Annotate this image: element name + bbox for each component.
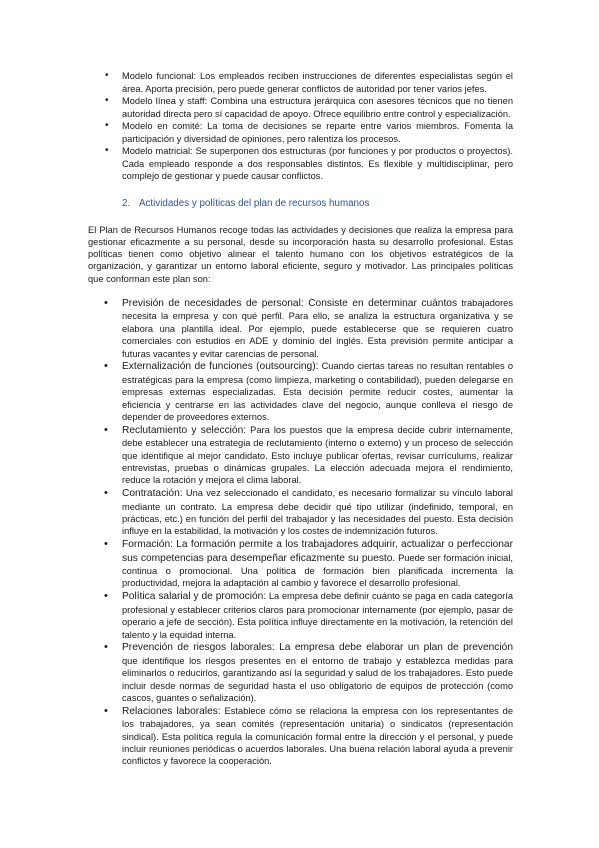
policy-lead: Formación: La formación permite a los trabajadores adquirir, actualizar o perfeccionar sus competencias para desempeñar eficazmente su puesto. [122,539,513,564]
intro-paragraph: El Plan de Recursos Humanos recoge todas las actividades y decisiones que realiza la empresa para gestionar eficazmente a su personal, desde su incorporación hasta su desarrollo profesional. Estas políticas tienen como objetivo alinear el talento humano con los objetivos estratégicos de la organización, y garantizar un entorno laboral eficiente, seguro y motivador. Las principales políticas que conforman este plan son: [88,224,513,284]
policies-list [88,297,513,768]
policy-lead: Política salarial y de promoción: [122,591,267,603]
policy-text: Para los puestos que la empresa decide cubrir internamente, debe establecer una estrategia de reclutamiento (interno o externo) y un proceso de selección que identifique al mejor candidato. Esto incluye publicar ofertas, revisar currículums, realizar entrevistas, pruebas o dinámicas grupales. La elección adecuada mejora el rendimiento, reduce la rotación y mejora el clima laboral. [122,424,513,486]
policy-lead: Prevención de riesgos laborales: La empresa debe elaborar un plan de prevención [122,642,513,654]
section-heading [122,197,513,210]
list-item [122,590,513,641]
section-number: 2. [122,197,131,209]
list-item [122,297,513,360]
policy-lead: Reclutamiento y selección: [122,424,247,436]
policy-text: La empresa debe definir cuánto se paga en cada categoría profesional y establecer criterios claros para promocionar internamente (por ejemplo, pasar de operario a jefe de sección). Esta política influye directamente en la motivación, la retención del talento y la equidad interna. [122,591,513,640]
list-item: • Modelo matricial: Se superponen dos estructuras (por funciones y por productos o proyectos). Cada empleado responde a dos responsables distintos. Es flexible y multidisciplinar, pero complejo de gestionar y puede causar conflictos. [122,145,513,183]
list-item [122,641,513,704]
policy-lead: Contratación: [122,488,183,500]
policy-lead: Externalización de funciones (outsourcing): [122,361,319,373]
org-models-list [88,70,513,183]
policy-text: Cuando ciertas tareas no resultan rentables o estratégicas para la empresa (como limpieza, marketing o contabilidad), pueden delegarse en empresas externas especializadas. Esta decisión permite reducir costes, aumentar la eficiencia y centrarse en las actividades clave del negocio, aunque conlleva el riesgo de depender de proveedores externos. [122,361,513,423]
list-item: • Modelo funcional: Los empleados reciben instrucciones de diferentes especialistas según el área. Aporta precisión, pero puede generar conflictos de autoridad por tener varios jefes. [122,70,513,95]
list-item: • Modelo línea y staff: Combina una estructura jerárquica con asesores técnicos que no tienen autoridad directa pero sí capacidad de apoyo. Ofrece equilibrio entre control y especialización. [122,95,513,120]
policy-text: que identifique los riesgos presentes en el entorno de trabajo y establezca medidas para eliminarlos o reducirlos, garantizando así la seguridad y salud de los trabajadores. Esto puede incluir desde normas de seguridad hasta el uso obligatorio de equipos de protección (como cascos, guantes o señalización). [122,655,513,703]
list-item [122,705,513,768]
policy-text: Una vez seleccionado el candidato, es necesario formalizar su vínculo laboral mediante un contrato. La empresa debe decidir qué tipo utilizar (indefinido, temporal, en prácticas, etc.) en función del perfil del trabajador y las necesidades del puesto. Esta decisión influye en la estabilidad, la motivación y los costes de indemnización futuros. [122,488,513,537]
section-title: Actividades y políticas del plan de recursos humanos [139,197,370,209]
list-item: • Modelo en comité: La toma de decisiones se reparte entre varios miembros. Fomenta la participación y diversidad de opiniones, pero ralentiza los procesos. [122,120,513,145]
policy-lead: Relaciones laborales: [122,705,221,717]
list-item [122,487,513,538]
policy-text: Puede ser formación inicial, continua o promocional. Una política de formación bien planificada incrementa la productividad, mejora la adaptación al cambio y favorece el desarrollo profesional. [122,552,513,589]
policy-text: Establece cómo se relaciona la empresa con los representantes de los trabajadores, ya sean comités (representación unitaria) o sindicatos (representación sindical). Esta política regula la comunicación formal entre la dirección y el personal, y puede incluir reuniones periódicas o acuerdos laborales. Una buena relación laboral ayuda a prevenir conflictos y favorece la cooperación. [122,705,513,767]
policy-text: trabajadores necesita la empresa y con qué perfil. Para ello, se analiza la estructura organizativa y se elabora una plantilla ideal. Por ejemplo, puede establecerse que se requieren cuatro comerciales con estudios en ADE y dominio del inglés. Esta previsión permite anticipar a futuras vacantes y evitar carencias de personal. [122,297,514,359]
list-item [122,360,513,423]
policy-lead: Previsión de necesidades de personal: Consiste en determinar cuántos [122,297,458,309]
list-item [122,424,513,487]
list-item [122,538,513,590]
